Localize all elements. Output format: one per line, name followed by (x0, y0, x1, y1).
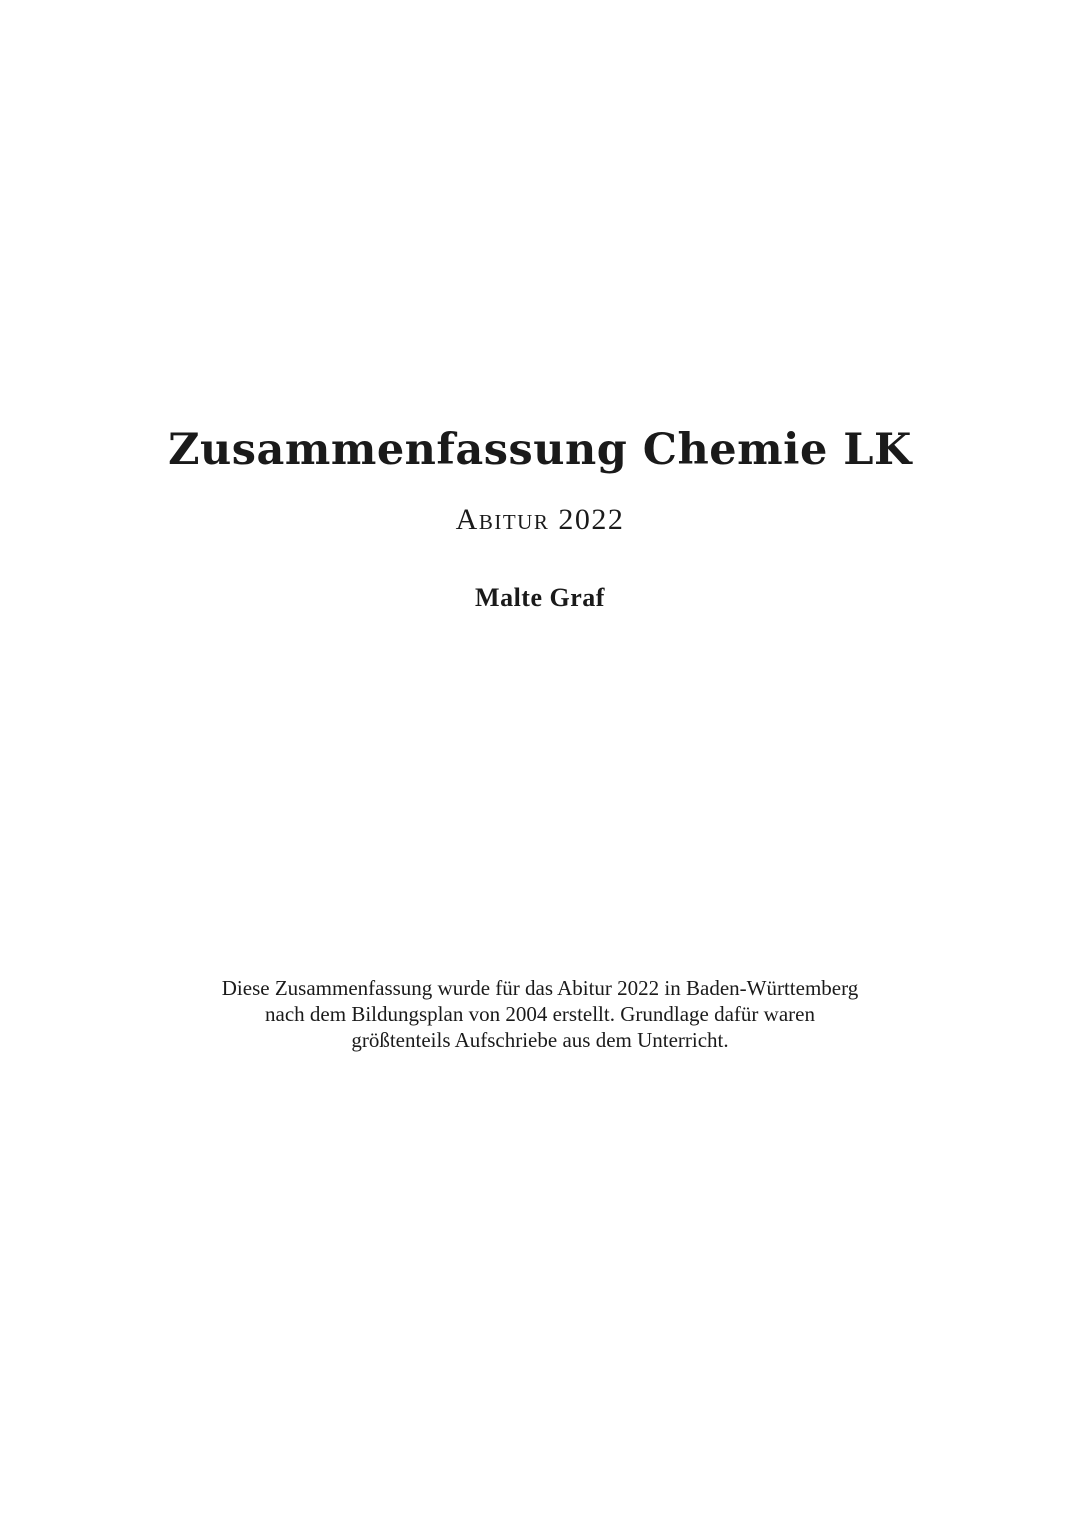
document-author: Malte Graf (475, 583, 605, 612)
document-title: Zusammenfassung Chemie LK (168, 425, 912, 475)
document-abstract (180, 975, 900, 1053)
document-subtitle: Abitur 2022 (455, 503, 625, 536)
abstract-line: nach dem Bildungsplan von 2004 erstellt. Grundlage dafür waren (265, 1002, 815, 1026)
abstract-line: Diese Zusammenfassung wurde für das Abitur 2022 in Baden-Württemberg (221, 976, 859, 1000)
abstract-line: größtenteils Aufschriebe aus dem Unterricht. (351, 1028, 729, 1052)
